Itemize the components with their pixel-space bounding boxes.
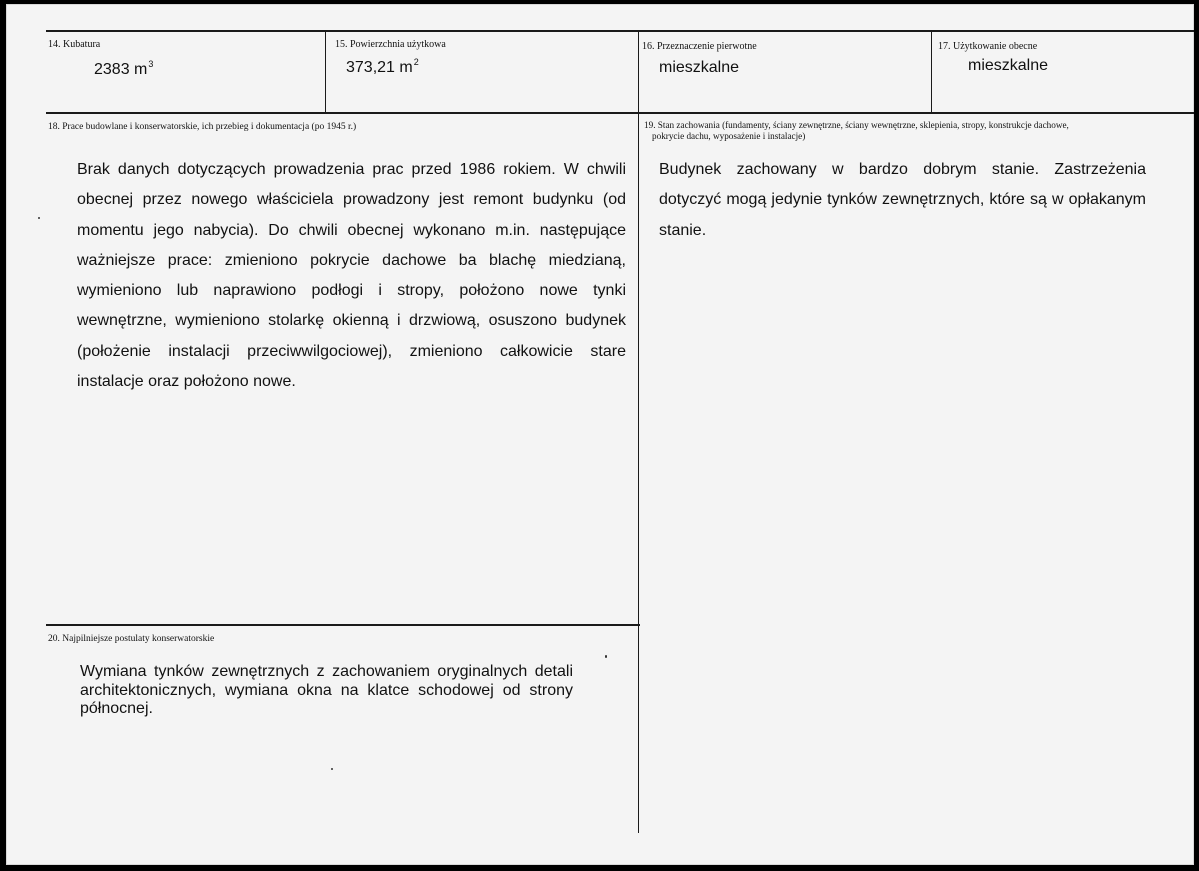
row-divider bbox=[46, 112, 1194, 114]
scan-speck bbox=[331, 768, 333, 770]
uzytkowanie-value: mieszkalne bbox=[968, 57, 1049, 74]
prace-text: Brak danych dotyczących prowadzenia prac przed 1986 rokiem. W chwili obecnej przez nowego właściciela prowadzony jest remont budynku (od momentu jego nabycia). Do chwili obecnej wykonano m.in. następujące ważniejsze prace: zmieniono pokrycie dachowe ba blachę miedzianą, wymieniono lub naprawiono podłogi i stropy, położono nowe tynki wewnętrzne, wymieniono stolarkę okienną i drzwiową, osuszono budynek (położenie instalacji przeciwwilgociowej), zmieniono całkowicie stare instalacje oraz położono nowe. bbox=[77, 161, 626, 391]
uzytkowanie-label: 17. Użytkowanie obecne bbox=[938, 41, 1038, 52]
przeznaczenie-value: mieszkalne bbox=[659, 59, 740, 76]
kubatura-value: 2383 $m^3$ bbox=[94, 59, 154, 78]
powierzchnia-label: 15. Powierzchnia użytkowa bbox=[335, 39, 446, 50]
form-sheet bbox=[6, 4, 1194, 865]
kubatura-label: 14. Kubatura bbox=[48, 39, 101, 50]
postulaty-label: 20. Najpilniejsze postulaty konserwatorskie bbox=[48, 634, 215, 644]
col-divider-3 bbox=[931, 31, 932, 113]
stan-label bbox=[644, 120, 1192, 141]
prace-label: 18. Prace budowlane i konserwatorskie, ich przebieg i dokumentacja (po 1945 r.) bbox=[48, 122, 357, 132]
scan-speck bbox=[38, 217, 40, 219]
przeznaczenie-label: 16. Przeznaczenie pierwotne bbox=[642, 41, 757, 52]
col-divider-1 bbox=[325, 31, 326, 113]
section-20-divider bbox=[46, 624, 640, 626]
stan-label-line2: pokrycie dachu, wyposażenie i instalacje) bbox=[652, 130, 806, 141]
scan-speck bbox=[605, 655, 607, 658]
postulaty-text: Wymiana tynków zewnętrznych z zachowaniem oryginalnych detali architektonicznych, wymiana okna na klatce schodowej od strony północnej. bbox=[80, 663, 573, 717]
stan-label-line1: 19. Stan zachowania (fundamenty, ściany zewnętrzne, ściany wewnętrzne, sklepienia, stropy, konstrukcje dachowe, bbox=[644, 120, 1069, 130]
col-divider-2 bbox=[638, 31, 639, 833]
powierzchnia-value: 373,21 $m^2$ bbox=[346, 57, 419, 76]
stan-text: Budynek zachowany w bardzo dobrym stanie. Zastrzeżenia dotyczyć mogą jedynie tynków zewnętrznych, które są w opłakanym stanie. bbox=[659, 161, 1146, 239]
top-rule bbox=[46, 30, 1194, 32]
